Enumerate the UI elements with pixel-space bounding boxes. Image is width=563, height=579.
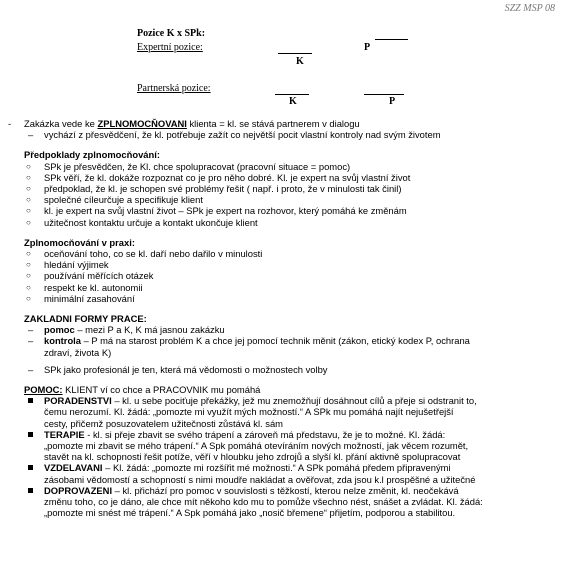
poradenstvi-item: PORADENSTVI – kl. u sebe pociťuje překážky, jež mu znemožňují dosáhnout cílů a přeje si odstranit to, (0, 395, 563, 406)
list-item: ○ respekt ke kl. autonomii (26, 281, 143, 293)
circle-bullet-icon: ○ (26, 172, 31, 182)
list-item: – pomoc – mezi P a K, K má jasnou zakázku (28, 324, 225, 336)
circle-bullet-icon: ○ (26, 184, 31, 194)
circle-bullet-icon: ○ (26, 217, 31, 227)
circle-bullet-icon: ○ (26, 206, 31, 216)
list-item: ○ SPk věří, že kl. dokáže rozpoznat co je pro něho dobré. Kl. je expert na svůj vlastní život (26, 171, 411, 183)
document-code: SZZ MSP 08 (504, 3, 555, 14)
doprovazeni-continuation: „pomozte mi snést mé trápení.“ A Spk pomáhá jako „nosič břemene“ přijetím, podporou a stabilitou. (44, 507, 456, 519)
pomoc-heading: POMOC: KLIENT ví co chce a PRACOVNIK mu pomáhá (24, 384, 261, 396)
partner-letter-p: P (389, 96, 396, 107)
vzdelavani-item: VZDELAVANI – Kl. žádá: „pomozte mi rozšířit mé možnosti.“ A SPk pomáhá předem připravenými (0, 462, 563, 473)
zplnomocnovani-keyword: ZPLNOMOCŇOVANI (97, 118, 187, 129)
partner-position-label: Partnerská pozice: (137, 83, 211, 94)
list-item: ○ minimální zasahování (26, 292, 135, 304)
square-bullet-icon (28, 398, 33, 403)
circle-bullet-icon: ○ (26, 282, 31, 292)
list-item: ○ oceňování toho, co se kl. daří nebo dařilo v minulosti (26, 248, 263, 260)
intro-line-1: - Zakázka vede ke ZPLNOMOCŇOVANI klienta = kl. se stává partnerem v dialogu (8, 118, 360, 129)
list-item: ○ hledání výjimek (26, 259, 109, 271)
list-item: ○ společné cíleurčuje a specifikuje klient (26, 194, 203, 206)
expert-position-label: Expertní pozice: (137, 42, 203, 53)
positions-title: Pozice K x SPk: (137, 28, 206, 39)
predpoklady-heading: Předpoklady zplnomocňování: (24, 149, 160, 161)
blank-line-p-top (375, 39, 408, 40)
square-bullet-icon (28, 465, 33, 470)
intro-line-2: – vychází z přesvědčení, že kl. potřebuje zažít co největší pocit vlastní kontroly nad svým životem (28, 129, 441, 141)
list-item: – SPk jako profesionál je ten, která má vědomosti o možnostech volby (28, 363, 328, 375)
circle-bullet-icon: ○ (26, 260, 31, 270)
document-body (0, 118, 563, 519)
list-item: – kontrola – P má na starost problém K a chce jej pomocí technik měnit (zákon, etický kodex P, ochrana (28, 335, 470, 347)
blank-line-partner-k (275, 94, 309, 95)
circle-bullet-icon: ○ (26, 161, 31, 171)
list-item: ○ předpoklad, že kl. je schopen své problémy řešit ( např. i proto, že v minulosti tak činil) (26, 183, 402, 195)
doprovazeni-item: DOPROVAZENI – kl. přichází pro pomoc v souvislosti s těžkostí, kterou nelze změnit, kl. neočekává (0, 485, 563, 496)
blank-line-expert (278, 53, 312, 54)
praxe-heading: Zplnomocňování v praxi: (24, 236, 135, 248)
list-item-continuation: zdraví, života K) (44, 346, 112, 358)
terapie-item: TERAPIE - kl. si přeje zbavit se svého trápení a zároveň má představu, že je to možné. Kl. žádá: (0, 429, 563, 440)
circle-bullet-icon: ○ (26, 293, 31, 303)
list-item: ○ kl. je expert na svůj vlastní život – SPk je expert na rozhovor, který pomáhá ke změnám (26, 205, 407, 217)
list-item: ○ SPk je přesvědčen, že Kl. chce spolupracovat (pracovní situace = pomoc) (26, 160, 351, 172)
square-bullet-icon (28, 432, 33, 437)
list-item: ○ používání měřících otázek (26, 270, 154, 282)
poradenstvi-continuation: cesty, přičemž posuzovatelem užitečnosti zůstává kl. sám (44, 417, 283, 429)
terapie-continuation: stavět na kl. schopnosti řešit potíže, věří v hloubku jeho zdrojů a slyší kl. přání aktivně spolupracovat (44, 451, 461, 463)
circle-bullet-icon: ○ (26, 195, 31, 205)
expert-letter-k: K (296, 56, 304, 67)
vzdelavani-continuation: zásobami vědomostí a schopností s nimi moudře nakládat a ověřovat, zda jsou k.l prospěšné a užitečné (44, 473, 476, 485)
expert-letter-p: P (364, 42, 371, 53)
poradenstvi-continuation: čemu nerozumí. Kl. žádá: „pomozte mi využít mých možností.“ A SPk mu pomáhá najít nejušetřejší (44, 406, 454, 418)
circle-bullet-icon: ○ (26, 249, 31, 259)
terapie-continuation: „pomozte mi zbavit se mého trápení.“ A Spk pomáhá otevíráním nových možností, jak věcem rozumět, (44, 440, 469, 452)
formy-heading: ZAKLADNI FORMY PRACE: (24, 313, 147, 325)
square-bullet-icon (28, 488, 33, 493)
partner-letter-k: K (289, 96, 297, 107)
doprovazeni-continuation: změnu toho, co je dáno, ale chce mít někoho kdo mu to pomůže všechno nést, snášet a zvládat. Kl. žádá: (44, 496, 483, 508)
blank-line-partner-p (364, 94, 404, 95)
circle-bullet-icon: ○ (26, 271, 31, 281)
list-item: ○ užitečnost kontaktu určuje a kontakt ukončuje klient (26, 216, 258, 228)
